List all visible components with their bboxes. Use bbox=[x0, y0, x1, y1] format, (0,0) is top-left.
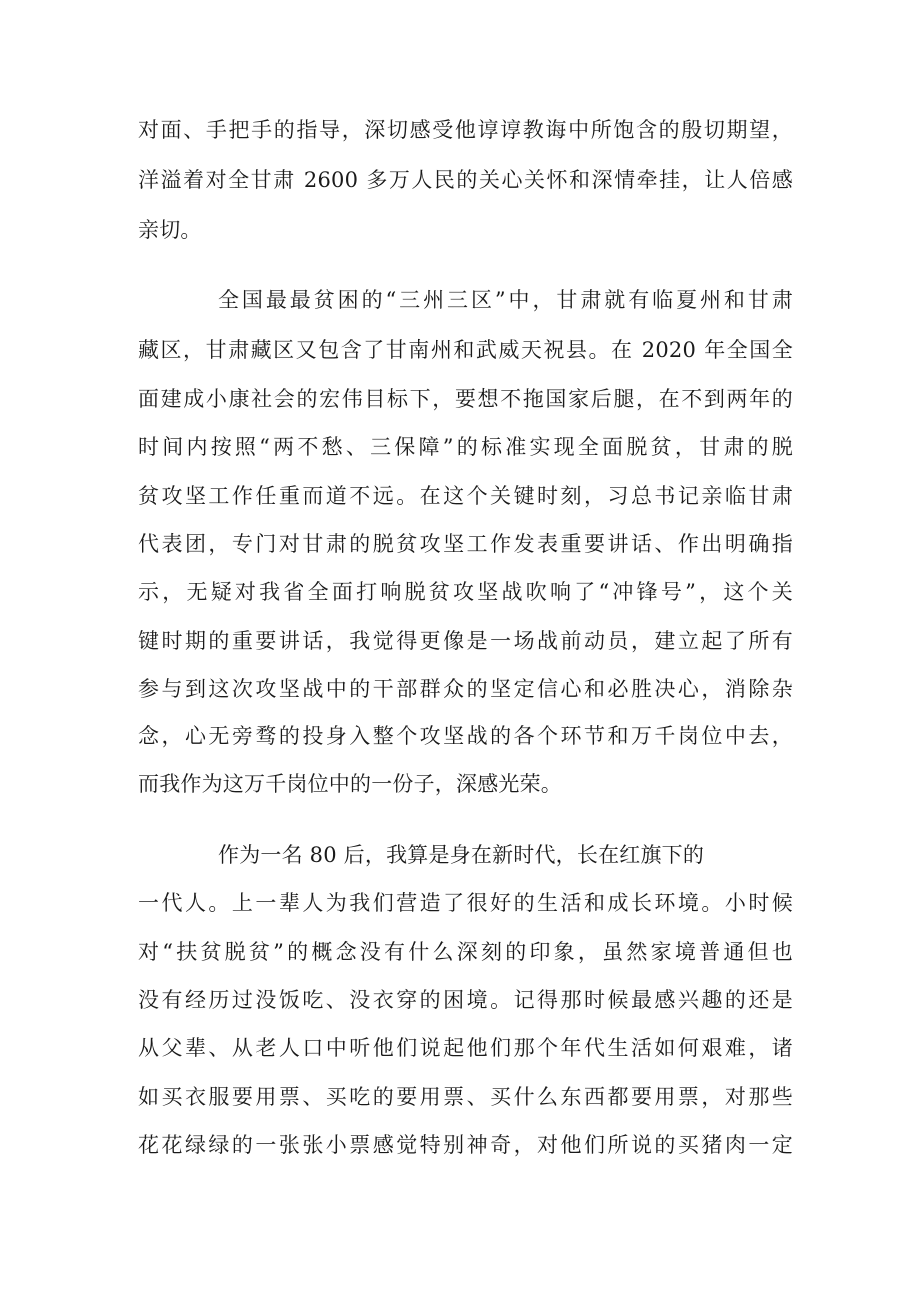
paragraph-3-line-1: 作为一名 80 后，我算是身在新时代，长在红旗下的 bbox=[218, 843, 705, 867]
paragraph-3-line-3: 对“扶贫脱贫”的概念没有什么深刻的印象，虽然家境普通但也 bbox=[138, 940, 793, 964]
paragraph-2-line-11: 而我作为这万千岗位中的一份子，深感光荣。 bbox=[138, 772, 562, 796]
paragraph-1-line-3: 亲切。 bbox=[138, 218, 202, 242]
paragraph-2-line-1: 全国最最贫困的“三州三区”中，甘肃就有临夏州和甘肃 bbox=[218, 288, 793, 312]
paragraph-2-line-8: 键时期的重要讲话，我觉得更像是一场战前动员，建立起了所有 bbox=[138, 629, 793, 653]
paragraph-2-line-10: 念，心无旁骛的投身入整个攻坚战的各个环节和万千岗位中去， bbox=[138, 724, 793, 748]
paragraph-2-line-6: 代表团，专门对甘肃的脱贫攻坚工作发表重要讲话、作出明确指 bbox=[138, 532, 793, 556]
paragraph-2-line-9: 参与到这次攻坚战中的干部群众的坚定信心和必胜决心，消除杂 bbox=[138, 677, 793, 701]
paragraph-2-line-3: 面建成小康社会的宏伟目标下，要想不拖国家后腿，在不到两年的 bbox=[138, 387, 793, 411]
paragraph-3-line-7: 花花绿绿的一张张小票感觉特别神奇，对他们所说的买猪肉一定 bbox=[138, 1133, 793, 1157]
paragraph-3-line-5: 从父辈、从老人口中听他们说起他们那个年代生活如何艰难，诸 bbox=[138, 1036, 793, 1060]
paragraph-3-line-6: 如买衣服要用票、买吃的要用票、买什么东西都要用票，对那些 bbox=[138, 1085, 793, 1109]
paragraph-2-line-7: 示，无疑对我省全面打响脱贫攻坚战吹响了“冲锋号”，这个关 bbox=[138, 580, 793, 604]
paragraph-3-line-2: 一代人。上一辈人为我们营造了很好的生活和成长环境。小时候 bbox=[138, 891, 793, 915]
paragraph-2-line-5: 贫攻坚工作任重而道不远。在这个关键时刻，习总书记亲临甘肃 bbox=[138, 484, 793, 508]
paragraph-1-line-2: 洋溢着对全甘肃 2600 多万人民的关心关怀和深情牵挂，让人倍感 bbox=[138, 168, 793, 192]
paragraph-2-line-4: 时间内按照“两不愁、三保障”的标准实现全面脱贫，甘肃的脱 bbox=[138, 435, 793, 459]
paragraph-2-line-2: 藏区，甘肃藏区又包含了甘南州和武威天祝县。在 2020 年全国全 bbox=[138, 338, 793, 362]
paragraph-3-line-4: 没有经历过没饭吃、没衣穿的困境。记得那时候最感兴趣的还是 bbox=[138, 988, 793, 1012]
paragraph-1-line-1: 对面、手把手的指导，深切感受他谆谆教诲中所饱含的殷切期望， bbox=[138, 118, 793, 142]
